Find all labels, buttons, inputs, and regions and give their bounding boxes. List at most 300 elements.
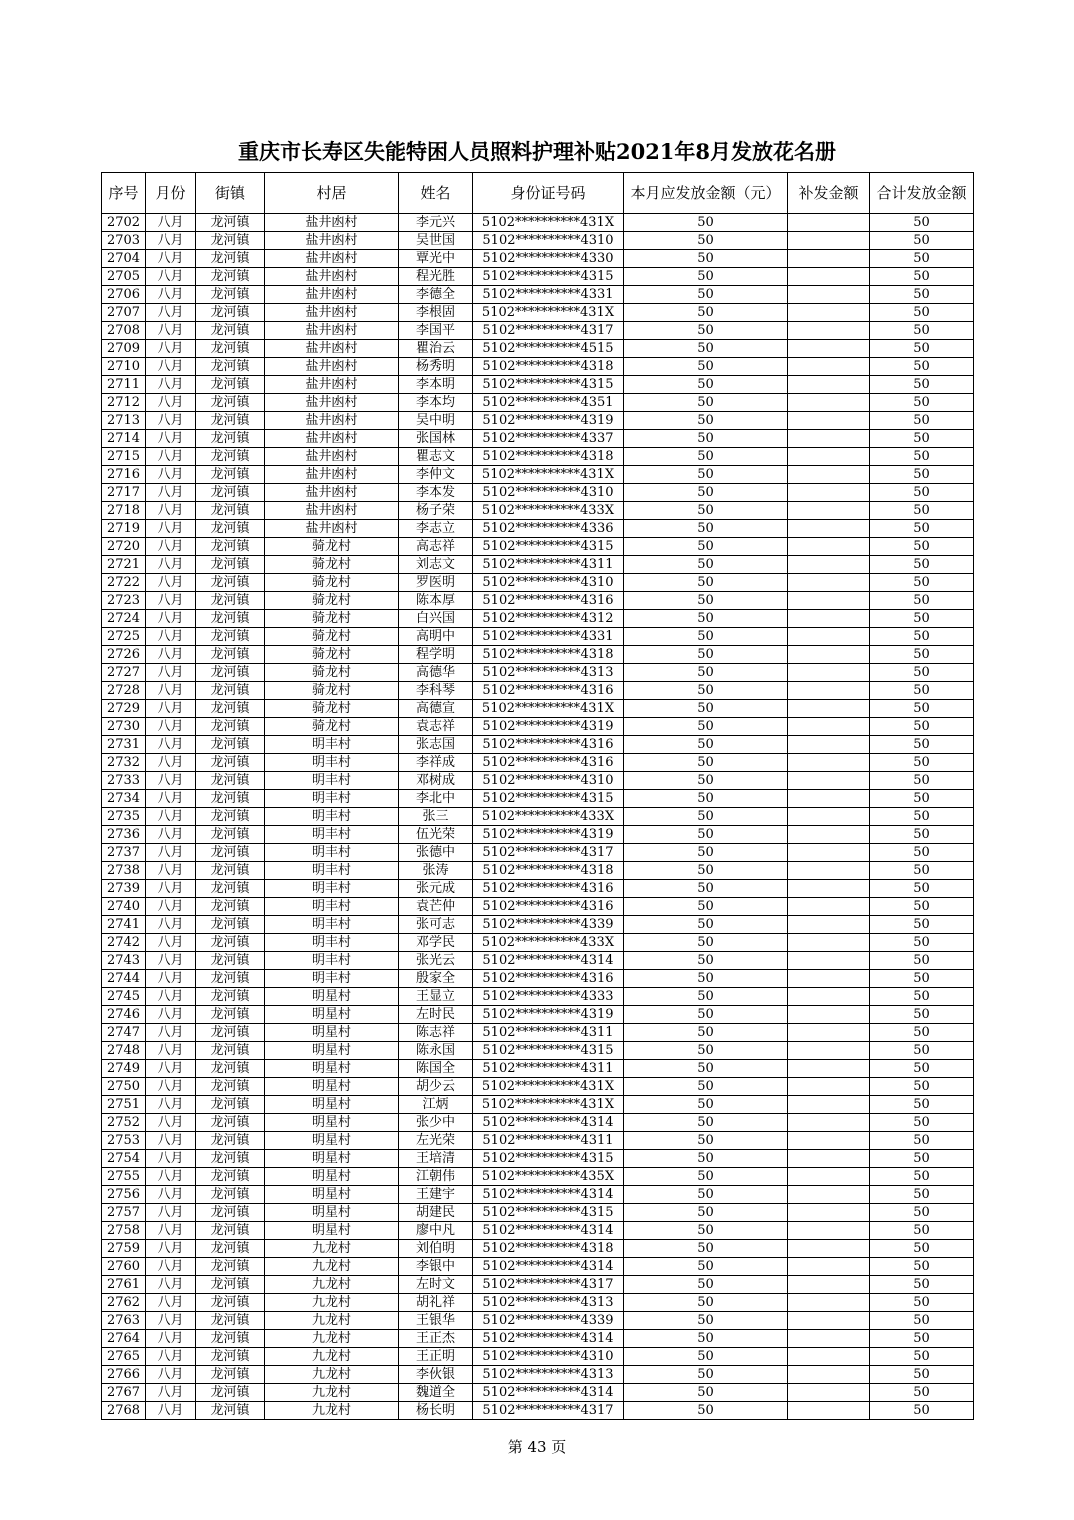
cell-town: 龙河镇 <box>196 916 265 934</box>
cell-total-amount: 50 <box>870 628 974 646</box>
cell-id-number: 5102**********431X <box>473 466 624 484</box>
cell-id-number: 5102**********4315 <box>473 1150 624 1168</box>
table-row <box>102 988 974 1006</box>
cell-name: 张少中 <box>399 1114 473 1132</box>
table-row <box>102 790 974 808</box>
cell-supplement-amount <box>788 1204 870 1222</box>
cell-seq: 2763 <box>102 1312 146 1330</box>
cell-id-number: 5102**********435X <box>473 1168 624 1186</box>
cell-total-amount: 50 <box>870 1060 974 1078</box>
cell-name: 李本均 <box>399 394 473 412</box>
document-title: 重庆市长寿区失能特困人员照料护理补贴2021年8月发放花名册 <box>237 139 837 164</box>
cell-month: 八月 <box>146 898 196 916</box>
cell-village: 明丰村 <box>265 772 399 790</box>
table-row <box>102 322 974 340</box>
cell-monthly-amount: 50 <box>624 466 788 484</box>
cell-supplement-amount <box>788 1258 870 1276</box>
cell-total-amount: 50 <box>870 844 974 862</box>
cell-month: 八月 <box>146 736 196 754</box>
cell-seq: 2730 <box>102 718 146 736</box>
cell-name: 王培清 <box>399 1150 473 1168</box>
cell-village: 明丰村 <box>265 736 399 754</box>
table-row <box>102 1096 974 1114</box>
cell-supplement-amount <box>788 466 870 484</box>
cell-monthly-amount: 50 <box>624 394 788 412</box>
cell-supplement-amount <box>788 772 870 790</box>
cell-monthly-amount: 50 <box>624 898 788 916</box>
cell-supplement-amount <box>788 1132 870 1150</box>
cell-monthly-amount: 50 <box>624 1366 788 1384</box>
cell-id-number: 5102**********431X <box>473 1078 624 1096</box>
cell-supplement-amount <box>788 412 870 430</box>
cell-town: 龙河镇 <box>196 610 265 628</box>
cell-village: 盐井凼村 <box>265 358 399 376</box>
cell-monthly-amount: 50 <box>624 808 788 826</box>
cell-monthly-amount: 50 <box>624 862 788 880</box>
cell-monthly-amount: 50 <box>624 1294 788 1312</box>
cell-name: 张涛 <box>399 862 473 880</box>
table-row <box>102 538 974 556</box>
cell-town: 龙河镇 <box>196 664 265 682</box>
cell-seq: 2741 <box>102 916 146 934</box>
cell-village: 九龙村 <box>265 1276 399 1294</box>
cell-seq: 2739 <box>102 880 146 898</box>
table-row <box>102 736 974 754</box>
table-row <box>102 304 974 322</box>
cell-monthly-amount: 50 <box>624 592 788 610</box>
cell-town: 龙河镇 <box>196 1222 265 1240</box>
table-row <box>102 1186 974 1204</box>
cell-supplement-amount <box>788 988 870 1006</box>
cell-seq: 2766 <box>102 1366 146 1384</box>
cell-seq: 2704 <box>102 250 146 268</box>
cell-name: 李祥成 <box>399 754 473 772</box>
cell-supplement-amount <box>788 1384 870 1402</box>
cell-id-number: 5102**********4314 <box>473 1186 624 1204</box>
cell-name: 袁志祥 <box>399 718 473 736</box>
cell-month: 八月 <box>146 1168 196 1186</box>
cell-town: 龙河镇 <box>196 646 265 664</box>
cell-month: 八月 <box>146 628 196 646</box>
cell-town: 龙河镇 <box>196 574 265 592</box>
cell-town: 龙河镇 <box>196 898 265 916</box>
cell-supplement-amount <box>788 376 870 394</box>
cell-seq: 2755 <box>102 1168 146 1186</box>
cell-seq: 2753 <box>102 1132 146 1150</box>
cell-id-number: 5102**********4331 <box>473 628 624 646</box>
cell-monthly-amount: 50 <box>624 718 788 736</box>
table-row <box>102 1078 974 1096</box>
cell-total-amount: 50 <box>870 664 974 682</box>
cell-total-amount: 50 <box>870 988 974 1006</box>
cell-town: 龙河镇 <box>196 1402 265 1420</box>
cell-name: 邓学民 <box>399 934 473 952</box>
cell-total-amount: 50 <box>870 268 974 286</box>
cell-supplement-amount <box>788 304 870 322</box>
cell-village: 明星村 <box>265 1204 399 1222</box>
cell-town: 龙河镇 <box>196 1042 265 1060</box>
cell-town: 龙河镇 <box>196 682 265 700</box>
table-row <box>102 700 974 718</box>
cell-name: 胡建民 <box>399 1204 473 1222</box>
cell-id-number: 5102**********4311 <box>473 1024 624 1042</box>
cell-total-amount: 50 <box>870 322 974 340</box>
cell-total-amount: 50 <box>870 412 974 430</box>
cell-town: 龙河镇 <box>196 1150 265 1168</box>
cell-month: 八月 <box>146 268 196 286</box>
cell-monthly-amount: 50 <box>624 844 788 862</box>
cell-id-number: 5102**********431X <box>473 700 624 718</box>
cell-town: 龙河镇 <box>196 1258 265 1276</box>
cell-town: 龙河镇 <box>196 340 265 358</box>
cell-town: 龙河镇 <box>196 1312 265 1330</box>
cell-town: 龙河镇 <box>196 1096 265 1114</box>
cell-month: 八月 <box>146 430 196 448</box>
cell-seq: 2750 <box>102 1078 146 1096</box>
cell-month: 八月 <box>146 412 196 430</box>
cell-village: 明丰村 <box>265 934 399 952</box>
cell-total-amount: 50 <box>870 1348 974 1366</box>
cell-town: 龙河镇 <box>196 1366 265 1384</box>
cell-month: 八月 <box>146 1222 196 1240</box>
cell-seq: 2722 <box>102 574 146 592</box>
cell-village: 明星村 <box>265 1006 399 1024</box>
table-row <box>102 646 974 664</box>
cell-seq: 2743 <box>102 952 146 970</box>
cell-town: 龙河镇 <box>196 754 265 772</box>
cell-town: 龙河镇 <box>196 1348 265 1366</box>
cell-month: 八月 <box>146 1132 196 1150</box>
cell-id-number: 5102**********4317 <box>473 1402 624 1420</box>
cell-monthly-amount: 50 <box>624 448 788 466</box>
cell-monthly-amount: 50 <box>624 1078 788 1096</box>
cell-name: 李本明 <box>399 376 473 394</box>
cell-name: 左光荣 <box>399 1132 473 1150</box>
cell-village: 骑龙村 <box>265 574 399 592</box>
cell-seq: 2716 <box>102 466 146 484</box>
cell-month: 八月 <box>146 1186 196 1204</box>
cell-id-number: 5102**********4310 <box>473 484 624 502</box>
cell-supplement-amount <box>788 574 870 592</box>
cell-seq: 2703 <box>102 232 146 250</box>
header-month: 月份 <box>146 173 196 214</box>
cell-name: 邓树成 <box>399 772 473 790</box>
cell-name: 李元兴 <box>399 214 473 232</box>
cell-name: 廖中凡 <box>399 1222 473 1240</box>
cell-id-number: 5102**********433X <box>473 934 624 952</box>
cell-supplement-amount <box>788 1348 870 1366</box>
cell-total-amount: 50 <box>870 1024 974 1042</box>
cell-village: 盐井凼村 <box>265 520 399 538</box>
cell-supplement-amount <box>788 448 870 466</box>
cell-total-amount: 50 <box>870 898 974 916</box>
cell-seq: 2736 <box>102 826 146 844</box>
cell-supplement-amount <box>788 286 870 304</box>
table-header-row <box>102 173 974 214</box>
cell-month: 八月 <box>146 1276 196 1294</box>
table-row <box>102 916 974 934</box>
cell-supplement-amount <box>788 826 870 844</box>
cell-village: 骑龙村 <box>265 538 399 556</box>
cell-month: 八月 <box>146 1060 196 1078</box>
cell-total-amount: 50 <box>870 1096 974 1114</box>
cell-supplement-amount <box>788 268 870 286</box>
cell-month: 八月 <box>146 610 196 628</box>
cell-supplement-amount <box>788 1096 870 1114</box>
cell-total-amount: 50 <box>870 340 974 358</box>
cell-id-number: 5102**********4313 <box>473 1294 624 1312</box>
cell-town: 龙河镇 <box>196 700 265 718</box>
cell-seq: 2765 <box>102 1348 146 1366</box>
cell-seq: 2745 <box>102 988 146 1006</box>
cell-village: 明星村 <box>265 1222 399 1240</box>
cell-total-amount: 50 <box>870 304 974 322</box>
cell-total-amount: 50 <box>870 1042 974 1060</box>
cell-village: 盐井凼村 <box>265 322 399 340</box>
cell-seq: 2714 <box>102 430 146 448</box>
cell-name: 袁芒仲 <box>399 898 473 916</box>
cell-supplement-amount <box>788 934 870 952</box>
cell-village: 明丰村 <box>265 880 399 898</box>
table-row <box>102 268 974 286</box>
cell-id-number: 5102**********4318 <box>473 358 624 376</box>
cell-seq: 2760 <box>102 1258 146 1276</box>
cell-name: 李国平 <box>399 322 473 340</box>
table-row <box>102 250 974 268</box>
table-row <box>102 232 974 250</box>
cell-month: 八月 <box>146 448 196 466</box>
table-row <box>102 1402 974 1420</box>
table-row <box>102 1114 974 1132</box>
cell-name: 王显立 <box>399 988 473 1006</box>
cell-id-number: 5102**********4333 <box>473 988 624 1006</box>
cell-total-amount: 50 <box>870 1402 974 1420</box>
cell-supplement-amount <box>788 232 870 250</box>
cell-id-number: 5102**********4315 <box>473 538 624 556</box>
table-row <box>102 682 974 700</box>
header-total-amount: 合计发放金额 <box>870 173 974 214</box>
cell-seq: 2725 <box>102 628 146 646</box>
cell-seq: 2752 <box>102 1114 146 1132</box>
cell-seq: 2735 <box>102 808 146 826</box>
table-row <box>102 1330 974 1348</box>
cell-total-amount: 50 <box>870 1312 974 1330</box>
table-row <box>102 772 974 790</box>
cell-monthly-amount: 50 <box>624 1384 788 1402</box>
cell-seq: 2721 <box>102 556 146 574</box>
cell-seq: 2768 <box>102 1402 146 1420</box>
cell-id-number: 5102**********4336 <box>473 520 624 538</box>
cell-seq: 2711 <box>102 376 146 394</box>
cell-id-number: 5102**********4314 <box>473 1258 624 1276</box>
cell-town: 龙河镇 <box>196 934 265 952</box>
cell-name: 程光胜 <box>399 268 473 286</box>
cell-village: 九龙村 <box>265 1330 399 1348</box>
cell-month: 八月 <box>146 844 196 862</box>
cell-name: 陈国全 <box>399 1060 473 1078</box>
cell-village: 盐井凼村 <box>265 304 399 322</box>
cell-id-number: 5102**********4318 <box>473 448 624 466</box>
cell-village: 盐井凼村 <box>265 394 399 412</box>
cell-village: 骑龙村 <box>265 664 399 682</box>
cell-total-amount: 50 <box>870 880 974 898</box>
cell-name: 刘志文 <box>399 556 473 574</box>
cell-name: 罗医明 <box>399 574 473 592</box>
cell-month: 八月 <box>146 1150 196 1168</box>
cell-total-amount: 50 <box>870 682 974 700</box>
cell-id-number: 5102**********4311 <box>473 1132 624 1150</box>
cell-total-amount: 50 <box>870 1132 974 1150</box>
cell-monthly-amount: 50 <box>624 880 788 898</box>
cell-seq: 2758 <box>102 1222 146 1240</box>
cell-town: 龙河镇 <box>196 736 265 754</box>
cell-name: 高志祥 <box>399 538 473 556</box>
cell-village: 明丰村 <box>265 898 399 916</box>
cell-id-number: 5102**********4339 <box>473 916 624 934</box>
cell-village: 盐井凼村 <box>265 232 399 250</box>
cell-town: 龙河镇 <box>196 430 265 448</box>
table-row <box>102 484 974 502</box>
cell-town: 龙河镇 <box>196 718 265 736</box>
cell-name: 王银华 <box>399 1312 473 1330</box>
cell-village: 明丰村 <box>265 808 399 826</box>
cell-total-amount: 50 <box>870 754 974 772</box>
cell-total-amount: 50 <box>870 250 974 268</box>
header-supplement-amount: 补发金额 <box>788 173 870 214</box>
cell-total-amount: 50 <box>870 916 974 934</box>
cell-total-amount: 50 <box>870 1366 974 1384</box>
cell-town: 龙河镇 <box>196 1204 265 1222</box>
cell-total-amount: 50 <box>870 1384 974 1402</box>
cell-name: 杨子荣 <box>399 502 473 520</box>
cell-supplement-amount <box>788 1240 870 1258</box>
cell-id-number: 5102**********431X <box>473 214 624 232</box>
cell-id-number: 5102**********4315 <box>473 1204 624 1222</box>
table-row <box>102 214 974 232</box>
cell-town: 龙河镇 <box>196 1384 265 1402</box>
cell-supplement-amount <box>788 1222 870 1240</box>
cell-month: 八月 <box>146 286 196 304</box>
cell-village: 九龙村 <box>265 1348 399 1366</box>
table-row <box>102 340 974 358</box>
cell-town: 龙河镇 <box>196 970 265 988</box>
cell-supplement-amount <box>788 1114 870 1132</box>
table-row <box>102 520 974 538</box>
cell-id-number: 5102**********4315 <box>473 790 624 808</box>
cell-monthly-amount: 50 <box>624 232 788 250</box>
cell-supplement-amount <box>788 1024 870 1042</box>
cell-total-amount: 50 <box>870 1330 974 1348</box>
cell-village: 明星村 <box>265 1114 399 1132</box>
cell-town: 龙河镇 <box>196 394 265 412</box>
cell-seq: 2744 <box>102 970 146 988</box>
cell-town: 龙河镇 <box>196 790 265 808</box>
cell-id-number: 5102**********4319 <box>473 412 624 430</box>
cell-id-number: 5102**********4316 <box>473 682 624 700</box>
cell-supplement-amount <box>788 610 870 628</box>
cell-month: 八月 <box>146 1294 196 1312</box>
cell-seq: 2732 <box>102 754 146 772</box>
cell-supplement-amount <box>788 1330 870 1348</box>
cell-month: 八月 <box>146 1366 196 1384</box>
cell-id-number: 5102**********4316 <box>473 736 624 754</box>
cell-month: 八月 <box>146 1042 196 1060</box>
cell-month: 八月 <box>146 916 196 934</box>
cell-seq: 2713 <box>102 412 146 430</box>
cell-id-number: 5102**********4351 <box>473 394 624 412</box>
cell-village: 盐井凼村 <box>265 466 399 484</box>
cell-name: 左时文 <box>399 1276 473 1294</box>
cell-seq: 2767 <box>102 1384 146 1402</box>
cell-seq: 2702 <box>102 214 146 232</box>
cell-total-amount: 50 <box>870 862 974 880</box>
cell-monthly-amount: 50 <box>624 1330 788 1348</box>
cell-supplement-amount <box>788 646 870 664</box>
cell-monthly-amount: 50 <box>624 1312 788 1330</box>
cell-supplement-amount <box>788 970 870 988</box>
cell-town: 龙河镇 <box>196 232 265 250</box>
cell-name: 高德华 <box>399 664 473 682</box>
cell-total-amount: 50 <box>870 790 974 808</box>
cell-seq: 2708 <box>102 322 146 340</box>
cell-seq: 2754 <box>102 1150 146 1168</box>
cell-name: 胡少云 <box>399 1078 473 1096</box>
cell-town: 龙河镇 <box>196 304 265 322</box>
cell-supplement-amount <box>788 1150 870 1168</box>
cell-name: 瞿志文 <box>399 448 473 466</box>
cell-total-amount: 50 <box>870 502 974 520</box>
cell-month: 八月 <box>146 988 196 1006</box>
cell-name: 白兴国 <box>399 610 473 628</box>
cell-month: 八月 <box>146 322 196 340</box>
cell-town: 龙河镇 <box>196 1330 265 1348</box>
cell-month: 八月 <box>146 1402 196 1420</box>
table-row <box>102 502 974 520</box>
cell-village: 骑龙村 <box>265 628 399 646</box>
cell-id-number: 5102**********4319 <box>473 1006 624 1024</box>
table-row <box>102 448 974 466</box>
cell-monthly-amount: 50 <box>624 988 788 1006</box>
cell-id-number: 5102**********4318 <box>473 646 624 664</box>
cell-supplement-amount <box>788 250 870 268</box>
cell-name: 高德宣 <box>399 700 473 718</box>
cell-supplement-amount <box>788 1276 870 1294</box>
cell-name: 李本发 <box>399 484 473 502</box>
cell-id-number: 5102**********4316 <box>473 970 624 988</box>
cell-village: 明丰村 <box>265 862 399 880</box>
cell-supplement-amount <box>788 1186 870 1204</box>
cell-supplement-amount <box>788 592 870 610</box>
cell-seq: 2748 <box>102 1042 146 1060</box>
cell-month: 八月 <box>146 1114 196 1132</box>
cell-town: 龙河镇 <box>196 502 265 520</box>
table-row <box>102 952 974 970</box>
cell-monthly-amount: 50 <box>624 934 788 952</box>
cell-town: 龙河镇 <box>196 826 265 844</box>
cell-month: 八月 <box>146 1078 196 1096</box>
cell-name: 李科琴 <box>399 682 473 700</box>
cell-town: 龙河镇 <box>196 412 265 430</box>
cell-id-number: 5102**********4319 <box>473 718 624 736</box>
cell-total-amount: 50 <box>870 520 974 538</box>
cell-town: 龙河镇 <box>196 1006 265 1024</box>
cell-total-amount: 50 <box>870 934 974 952</box>
cell-id-number: 5102**********4312 <box>473 610 624 628</box>
cell-id-number: 5102**********4319 <box>473 826 624 844</box>
cell-seq: 2729 <box>102 700 146 718</box>
cell-village: 明星村 <box>265 1132 399 1150</box>
cell-id-number: 5102**********4317 <box>473 844 624 862</box>
